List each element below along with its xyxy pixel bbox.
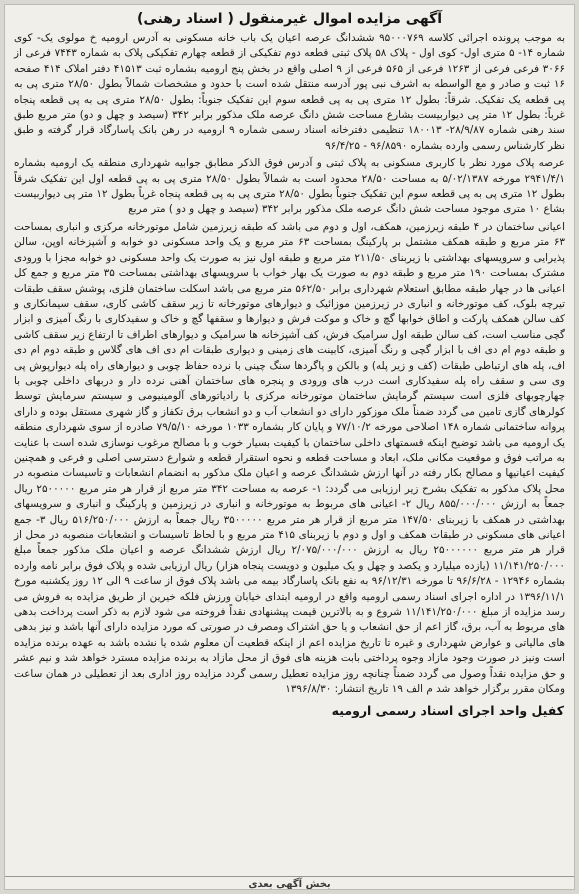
notice-title: آگهی مزایده اموال غیرمنقول ( اسناد رهنی) — [136, 11, 443, 27]
notice-paragraph-building: اعیانی ساختمان در ۴ طبقه زیرزمین، همکف، اول و دوم می باشد که طبقه زیرزمین شامل موتورخانه مرکزی و انباری بمساحت ۶۳ متر مربع و طبقه همکف مشتمل بر پارکینگ بمساحت ۶۳ متر مربع و یک واحد مسکونی دو خوابه و آشپزخانه اوپن، سالن پذیرایی و سرویسهای بهداشتی با زیربنای ۲۱۱/۵۰ متر مربع و طبقه اول نیز به صورت یک واحد مسکونی دو خوابه مجزا با ورودی مشترک بمساحت ۱۹۰ متر مربع و طبقه دوم به صورت یک بهار خواب با سرویسهای بهداشتی بمساحت ۳۵ متر مربع و جمع کل اعیانی ها در جهار طبقه مطابق استعلام شهرداری برابر ۵۶۲/۵۰ متر مربع می باشد اسکلت ساختمان فلزی، پوشش سقف طبقات تیرچه بلوک، کف موتورخانه و انباری در زیرزمین موزائیک و دیوارهای موتورخانه تا زیر سقف کاشی کاری، سقف سیمانکاری و کف سالن همکف پارکت و اطاق خوابها گچ و خاک و موکت فرش و دیوارها و سقفها گچ و خاک و سفیدکاری با رنگ آمیزی و ابزار گچی مناسب است، کف سالن طبقه اول سرامیک فرش، کف آشپزخانه ها سرامیک و دیوارهای اطراف تا ارتفاع زیر سقف کاشی و طبقه دوم ام دی اف با ابزار گچی و رنگ آمیزی، کابینت های زمینی و دیواری طبقات ام دی اف های گلاس و طبقه دوم ام دی اف، پله های ارتباطی طبقات (کف و زیر پله) و بالکن و پاگردها سنگ چینی با نرده حفاظ چوبی و دیوارهای راه پله دیوارپوش پی وی سی و سقف راه پله سفیدکاری است درب های ورودی و پنجره های ساختمان آهنی نرده دار و دربهای داخلی چوبی با چهارچوبهای فلزی است سیستم گرمایش ساختمان موتورخانه مرکزی با رادیاتورهای آلومینیومی و سیستم سرمایش توسط کولرهای گازی تامین می گردد ضمناً ملک موزکور دارای دو انشعاب آب و دو انشعاب برق تکفاز و گاز شهری مستقل بوده و دارای پروانه ساختمانی شماره ۱۴۸ اصلاحی مورخه ۷۷/۱۰/۲ و پایان کار بشماره ۱۰۳۳ مورخه ۷۹/۵/۱۰ صادره از سوی شهرداری منطقه یک ارومیه می باشد توضیح اینکه قسمتهای داخلی ساختمان با کیفیت بسیار خوب و با مصالح مرغوب نوسازی شده است با عنایت به مراتب فوق و موقعیت مکانی ملک، ابعاد و مساحت قطعه و نحوه استقرار قطعه و شوارع دسترسی اصلی و فرعی و همچنین کیفیت اعیانیها و مصالح بکار رفته در آنها ارزش ششدانگ عرصه و اعیان ملک مذکور به انضمام انشعابات و تاسیسات منصوبه در محل پلاک مذکور به تفکیک بشرح زیر ارزیابی می گردد: ۱- عرصه به مساحت ۳۴۲ متر مربع از قرار هر متر مربع ۲۵۰۰۰۰۰ ریال جمعاً به ارزش ۸۵۵/۰۰۰/۰۰۰ ریال ۲- اعیانی های مربوط به موتورخانه و انباری در زیرزمین و پارکینگ و انباری و سرویسهای بهداشتی در همکف با زیربنای ۱۴۷/۵۰ متر مربع از قرار هر متر مربع ۳۵۰۰۰۰۰ ریال جمعاً به ارزش ۵۱۶/۲۵۰/۰۰۰ ریال ۳- جمع اعیانی های مسکونی در طبقات همکف و اول و دوم با زیربنای ۴۱۵ متر مربع و با لحاظ تاسیسات و انشعابات منصوبه در محل از قرار هر متر مربع ۲۵۰۰۰۰۰۰ ریال به ارزش ۲/۰۷۵/۰۰۰/۰۰۰ ریال ارزش ششدانگ عرصه و اعیان ملک مذکور جمعاً مبلغ ۱۱/۱۴۱/۲۵۰/۰۰۰ (یازده میلیارد و یکصد و چهل و یک میلیون و دویست پنجاه هزار) ریال ارزیابی شده و پلاک فوق برابر نامه وارده بشماره ۱۲۹۴۶ - ۹۶/۶/۲۸ تا مورخه ۹۶/۱۲/۳۱ به نفع بانک پاسارگاد بیمه می باشد پلاک فوق از ساعت ۹ الی ۱۲ روز یکشنبه مورخ ۱۳۹۶/۱۱/۱ در اداره اجرای اسناد رسمی ارومیه واقع در ارومیه ابتدای خیابان ورزش فلکه خیرین از طریق مزایده به فروش می رسد مزایده از مبلغ ۱۱/۱۴۱/۲۵۰/۰۰۰ شروع و به بالاترین قیمت پیشنهادی نقداً فروخته می شود لازم به ذکر است پرداخت بدهی های مربوط به آب، برق، گاز اعم از حق انشعاب و یا حق اشتراک ومصرف در صورتی که مورد مزایده دارای آنها باشد و نیز بدهی های مالیاتی و عوارض شهرداری و غیره تا تاریخ مزایده اعم از اینکه قطعیت آن معلوم شده یا نشده باشد به عهده برنده مزایده است ونیز در صورت وجود مازاد وجوه پرداختی بابت هزینه های فوق از محل مازاد به برنده مزایده مسترد خواهد شد و نیم عشر و حق مزایده نقداً وصول می گردد ضمناً چنانچه روز مزایده تعطیل رسمی گردد مزایده روز اداری بعد از تعطیلی در همان ساعت ومکان مقرر برگزار خواهد شد م الف ۱۹ تاریخ انتشار: ۱۳۹۶/۸/۳۰ — [14, 220, 566, 696]
notice-body — [5, 31, 574, 697]
notice-page — [4, 4, 575, 890]
next-notice-cut: بخش آگهی بعدی — [5, 876, 574, 889]
notice-paragraph-property: به موجب پرونده اجرائی کلاسه ۹۵۰۰۰۷۶۹ ششدانگ عرصه اعیان یک باب خانه مسکونی به آدرس ارومیه خ مولوی یک- کوی شماره ۱۴- ۵ متری اول- کوی اول - پلاک ۵۸ پلاک ثبتی قطعه دوم تفکیکی از قطعه چهارم تفکیکی پلاک به شماره ۷۴۴۳ فرعی از ۳۰۶۶ فرعی فرعی از ۱۲۶۳ فرعی از ۵۶۵ فرعی از ۹ اصلی واقع در بخش پنج ارومیه بشماره ثبت ۴۱۵۱۳ دفتر املاک ۴۱۴ صفحه ۱۶ ثبت و صادر و مع الواسطه به اشرف نبی پور آدرسه منتقل شده است با حدود و مشخصات شمالاً بطول ۲۸/۵۰ متری پی به پی قطعه یک تفکیک. شرقاً: بطول ۱۲ متری پی به پی قطعه سوم این تفکیک جنوباً: بطول ۲۸/۵۰ متری پی به پی قطعه پنجاه غرباً: بطول ۱۲ متر پی دیواربیست بشارع مساحت شش دانگ عرصه ملک مذکور برابر ۳۴۲ (سیصد و چهل و دو) متر مربع طبق سند رهنی شماره ۲۸/۹/۸۷- ۱۸۰۰۱۳ تنظیمی دفترخانه اسناد رسمی شماره ۹ ارومیه در رهن بانک پاسارگاد قرار گرفته و طبق نظر کارشناس رسمی وارده بشماره ۹۶/۸۵۹۰ - ۹۶/۴/۲۵ — [14, 32, 565, 152]
notice-signature: کفیل واحد اجرای اسناد رسمی ارومیه — [331, 703, 564, 719]
notice-paragraph-municipality: عرصه پلاک مورد نظر با کاربری مسکونی به پلاک ثبتی و آدرس فوق الذکر مطابق جوابیه شهرداری منطقه یک ارومیه بشماره ۲۹۴۱/۴/۱ مورخه ۵/۰۲/۱۳۸۷ به مساحت ۲۸/۵۰ محدود است به شمالاً بطول ۲۸/۵۰ متری پی به پی قطعه اول این تفکیک شرقاً بطول ۱۲ متری پی به پی قطعه سوم این تفکیک جنوباً بطول ۲۸/۵۰ متری پی به پی قطعه پنجاه غرباً بطول ۱۲ متر پی دیواربیست بشاع ۱۰ متری موجود مساحت شش دانگ عرصه ملک مذکور برابر ۳۴۲ (سیصد و چهل و دو ) متر مربع — [14, 157, 566, 216]
